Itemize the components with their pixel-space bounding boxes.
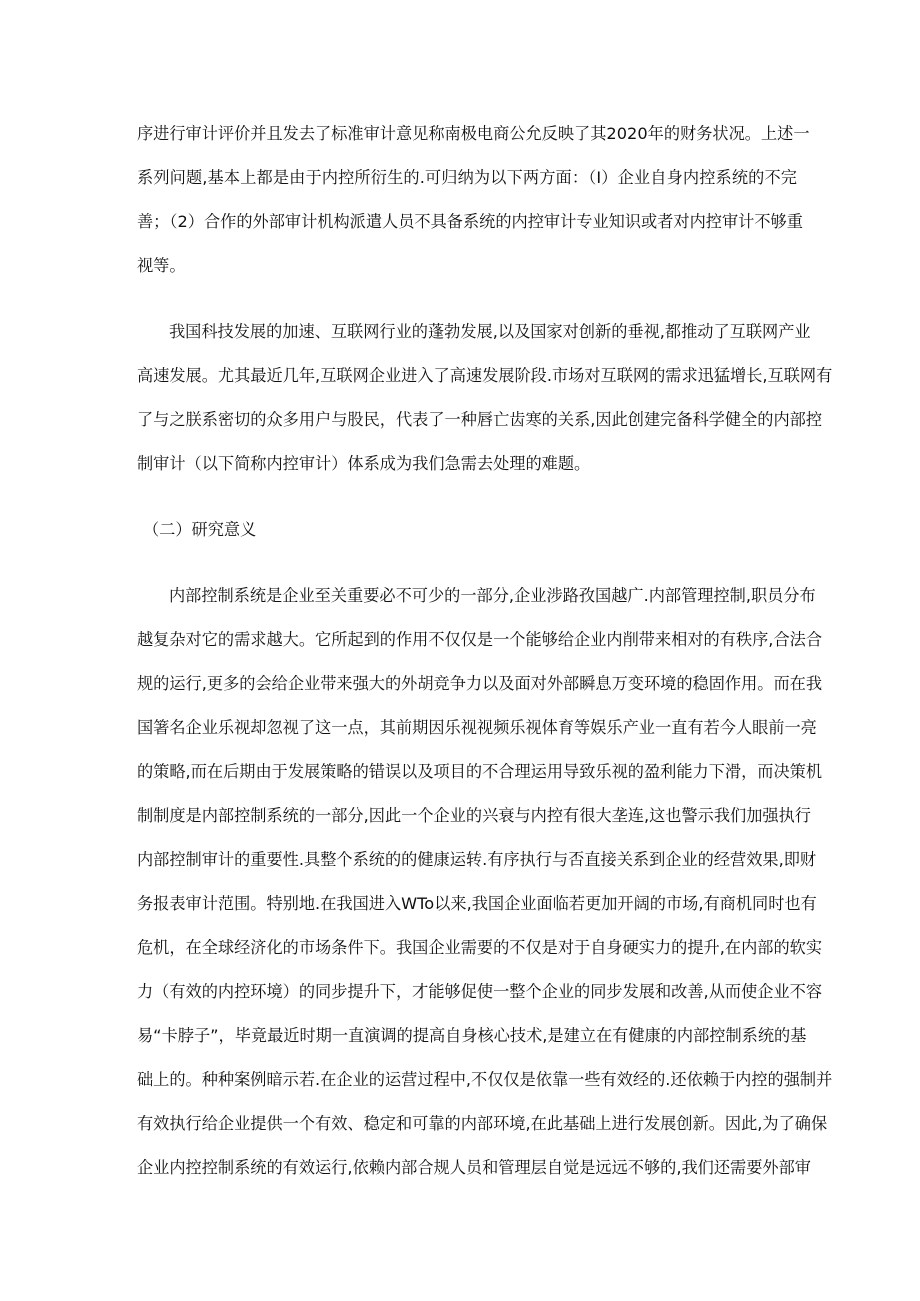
paragraph-3-line-8: 务报表审计范围。特别地.在我国进入WTo以来,我国企业面临若更加开阔的市场,有商机同时也有 — [137, 894, 817, 913]
paragraph-3-line-13: 有效执行给企业提供一个有效、稳定和可靠的内部环境,在此基础上进行发展创新。因此,为了确保 — [137, 1114, 828, 1133]
paragraph-1-line-3: 善；（2）合作的外部审计机构派遣人员不具备系统的内控审计专业知识或者对内控审计不够重 — [137, 212, 803, 231]
paragraph-3-line-6: 制制度是内部控制系统的一部分,因此一个企业的兴衰与内控有很大垄连,这也警示我们加强执行 — [137, 806, 811, 825]
paragraph-2-line-2: 高速发展。尤其最近几年,互联网企业进入了高速发展阶段.市场对互联网的需求迅猛增长,互联网有 — [137, 366, 833, 385]
paragraph-2-line-1: 我国科技发展的加速、互联网行业的蓬勃发展,以及国家对创新的垂视,都推动了互联网产业 — [169, 322, 811, 341]
paragraph-1-line-1: 序进行审计评价并且发去了标准审计意见称南极电商公允反映了其2020年的财务状况。上述一 — [137, 124, 810, 143]
paragraph-3-line-7: 内部控制审计的重要性.具整个系统的的健康运转.有序执行与否直接关系到企业的经营效果,即财 — [137, 850, 817, 869]
paragraph-3-line-12: 础上的。种种案例暗示若.在企业的运营过程中,不仅仅是依靠一些有效经的.还依赖于内控的强制并 — [137, 1070, 833, 1089]
paragraph-2-line-4: 制审计（以下简称内控审计）体系成为我们急需去处理的难题。 — [137, 454, 591, 473]
paragraph-3-line-5: 的策略,而在后期由于发展策略的错误以及项目的不合理运用导致乐视的盈利能力下滑，而决策机 — [137, 762, 823, 781]
paragraph-3-line-3: 规的运行,更多的会给企业带来强大的外胡竞争力以及面对外部瞬息万变环境的稳固作用。而在我 — [137, 674, 823, 693]
paragraph-2-line-3: 了与之朕系密切的众多用户与股民，代表了一种唇亡齿寒的关系,因此创建完备科学健全的内部控 — [137, 410, 823, 429]
paragraph-3-line-14: 企业内控控制系统的有效运行,依赖内部合规人员和管理层自觉是远远不够的,我们还需要外部审 — [137, 1158, 811, 1177]
paragraph-3-line-11: 易“卡脖子”，毕竟最近时期一直演调的提高自身核心技术,是建立在有健康的内部控制系统的基 — [137, 1026, 807, 1045]
paragraph-3-line-2: 越复杂对它的需求越大。它所起到的作用不仅仅是一个能够给企业内削带来相对的有秩序,合法合 — [137, 630, 823, 649]
paragraph-3-line-1: 内部控制系统是企业至关重要必不可少的一部分,企业涉路孜国越广.内部管理控制,职员分布 — [169, 586, 816, 605]
paragraph-3-line-10: 力（有效的内控环境）的同步提升下，才能够促使一整个企业的同步发展和改善,从而使企业不容 — [137, 982, 823, 1001]
paragraph-1-line-2: 系列问题,基本上都是由于内控所衍生的.可归纳为以下两方面：（I）企业自身内控系统的不完 — [137, 168, 797, 187]
paragraph-3-line-9: 危机，在全球经济化的市场条件下。我国企业需要的不仅是对于自身硬实力的提升,在内部的软实 — [137, 938, 823, 957]
paragraph-1-line-4: 视等。 — [137, 256, 186, 275]
paragraph-3-line-4: 国箸名企业乐视却忽视了这一点，其前期因乐视视频乐视体育等娱乐产业一直有若今人眼前一亮 — [137, 718, 817, 737]
section-heading: （二）研究意义 — [143, 520, 257, 539]
